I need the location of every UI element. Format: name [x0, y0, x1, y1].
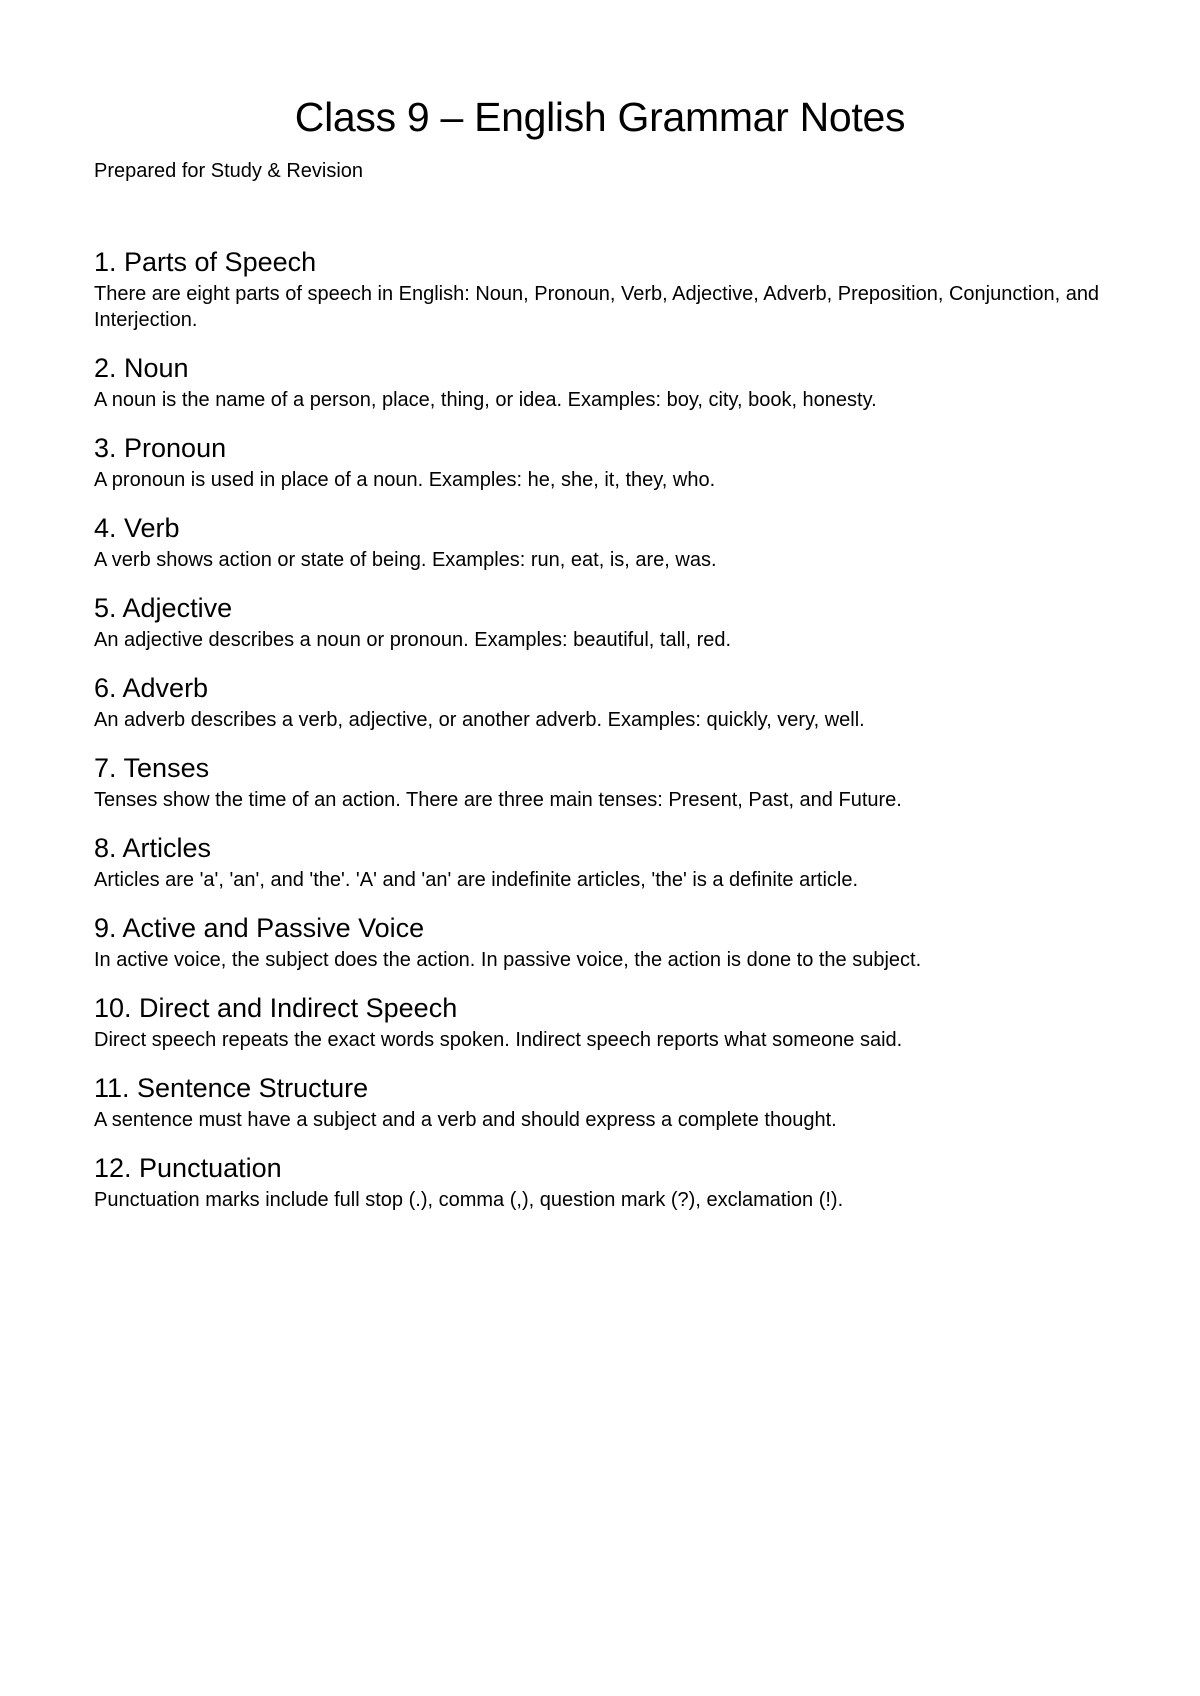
section-heading: 11. Sentence Structure — [94, 1073, 369, 1103]
section-heading: 9. Active and Passive Voice — [94, 913, 425, 943]
section-adjective — [94, 591, 1114, 653]
section-body: In active voice, the subject does the action. In passive voice, the action is done to the subject. — [94, 949, 922, 971]
section-sentence-structure — [94, 1071, 1114, 1133]
section-parts-of-speech — [94, 245, 1114, 333]
document-title: Class 9 – English Grammar Notes — [294, 94, 906, 140]
section-heading: 10. Direct and Indirect Speech — [94, 993, 458, 1023]
section-body: A verb shows action or state of being. Examples: run, eat, is, are, was. — [94, 549, 717, 571]
section-heading: 6. Adverb — [94, 673, 209, 703]
section-heading: 3. Pronoun — [94, 433, 227, 463]
section-articles — [94, 831, 1114, 893]
section-heading: 8. Articles — [94, 833, 212, 863]
section-active-passive-voice — [94, 911, 1114, 973]
section-body: Punctuation marks include full stop (.), comma (,), question mark (?), exclamation (!). — [94, 1189, 844, 1211]
section-body: An adjective describes a noun or pronoun. Examples: beautiful, tall, red. — [94, 629, 732, 651]
section-adverb — [94, 671, 1114, 733]
section-heading: 12. Punctuation — [94, 1153, 282, 1183]
sections-list — [94, 245, 1114, 1231]
section-noun — [94, 351, 1114, 413]
section-tenses — [94, 751, 1114, 813]
section-body: An adverb describes a verb, adjective, or another adverb. Examples: quickly, very, well. — [94, 709, 865, 731]
section-body: A noun is the name of a person, place, thing, or idea. Examples: boy, city, book, honesty. — [94, 389, 877, 411]
section-body: Direct speech repeats the exact words spoken. Indirect speech reports what someone said. — [94, 1029, 903, 1051]
section-heading: 7. Tenses — [94, 753, 210, 783]
section-body: A sentence must have a subject and a verb and should express a complete thought. — [94, 1109, 837, 1131]
document-subtitle: Prepared for Study & Revision — [94, 160, 364, 182]
section-direct-indirect-speech — [94, 991, 1114, 1053]
section-heading: 2. Noun — [94, 353, 189, 383]
section-heading: 1. Parts of Speech — [94, 247, 317, 277]
section-body: A pronoun is used in place of a noun. Examples: he, she, it, they, who. — [94, 469, 716, 491]
section-body: There are eight parts of speech in English: Noun, Pronoun, Verb, Adjective, Adverb, Preposition, Conjunction, and Interjection. — [94, 283, 1100, 331]
section-body: Tenses show the time of an action. There are three main tenses: Present, Past, and Future. — [94, 789, 902, 811]
section-pronoun — [94, 431, 1114, 493]
section-heading: 4. Verb — [94, 513, 180, 543]
section-heading: 5. Adjective — [94, 593, 233, 623]
section-body: Articles are 'a', 'an', and 'the'. 'A' and 'an' are indefinite articles, 'the' is a definite article. — [94, 869, 859, 891]
section-verb — [94, 511, 1114, 573]
section-punctuation — [94, 1151, 1114, 1213]
